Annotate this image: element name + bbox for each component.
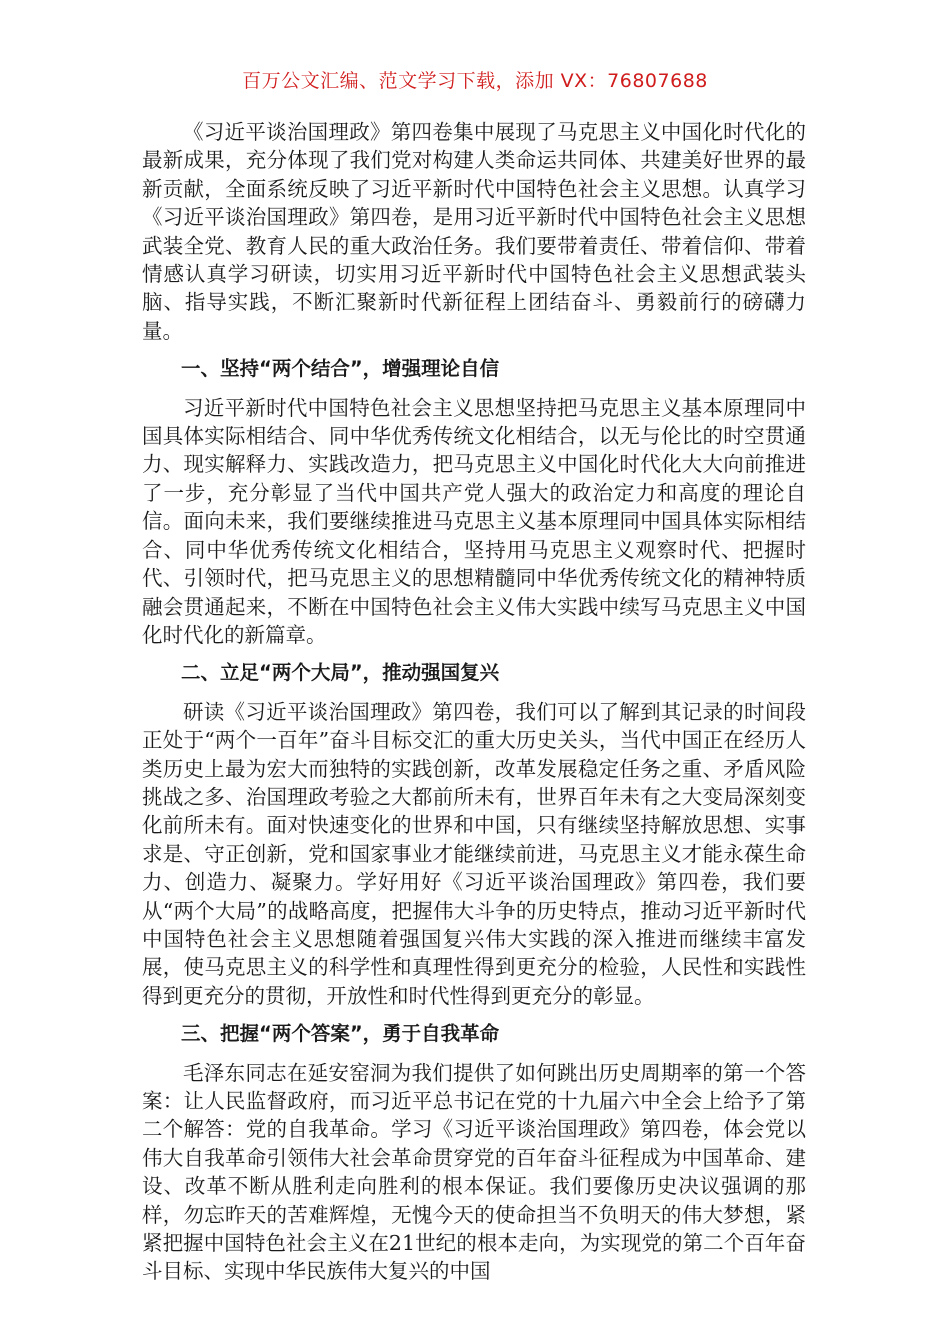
section-3-paragraph: 毛泽东同志在延安窑洞为我们提供了如何跳出历史周期率的第一个答案：让人民监督政府，而习近平总书记在党的十九届六中全会上给予了第二个解答：党的自我革命。学习《习近平谈治国理政》第四卷，体会党以伟大自我革命引领伟大社会革命贯穿党的百年奋斗征程成为中国革命、建设、改革不断从胜利走向胜利的根本保证。我们要像历史决议强调的那样，勿忘昨天的苦难辉煌，无愧今天的使命担当不负明天的伟大梦想，紧紧把握中国特色社会主义在21世纪的根本走向，为实现党的第二个百年奋斗目标、实现中华民族伟大复兴的中国 <box>142 1060 806 1284</box>
page-header-banner: 百万公文汇编、范文学习下载，添加 VX：76807688 <box>242 70 708 92</box>
section-3-heading: 三、把握“两个答案”，勇于自我革命 <box>181 1022 500 1046</box>
document-body <box>142 118 806 1286</box>
section-2-heading: 二、立足“两个大局”，推动强国复兴 <box>181 661 500 685</box>
section-1-paragraph: 习近平新时代中国特色社会主义思想坚持把马克思主义基本原理同中国具体实际相结合、同中华优秀传统文化相结合，以无与伦比的时空贯通力、现实解释力、实践改造力，把马克思主义中国化时代化大大向前推进了一步，充分彰显了当代中国共产党人强大的政治定力和高度的理论自信。面向未来，我们要继续推进马克思主义基本原理同中国具体实际相结合、同中华优秀传统文化相结合，坚持用马克思主义观察时代、把握时代、引领时代，把马克思主义的思想精髓同中华优秀传统文化的精神特质融会贯通起来，不断在中国特色社会主义伟大实践中续写马克思主义中国化时代化的新篇章。 <box>142 395 806 647</box>
section-2-paragraph: 研读《习近平谈治国理政》第四卷，我们可以了解到其记录的时间段正处于“两个一百年”奋斗目标交汇的重大历史关头，当代中国正在经历人类历史上最为宏大而独特的实践创新，改革发展稳定任务之重、矛盾风险挑战之多、治国理政考验之大都前所未有，世界百年未有之大变局深刻变化前所未有。面对快速变化的世界和中国，只有继续坚持解放思想、实事求是、守正创新，党和国家事业才能继续前进，马克思主义才能永葆生命力、创造力、凝聚力。学好用好《习近平谈治国理政》第四卷，我们要从“两个大局”的战略高度，把握伟大斗争的历史特点，推动习近平新时代中国特色社会主义思想随着强国复兴伟大实践的深入推进而继续丰富发展，使马克思主义的科学性和真理性得到更充分的检验，人民性和实践性得到更充分的贯彻，开放性和时代性得到更充分的彰显。 <box>142 699 806 1008</box>
intro-paragraph: 《习近平谈治国理政》第四卷集中展现了马克思主义中国化时代化的最新成果，充分体现了我们党对构建人类命运共同体、共建美好世界的最新贡献，全面系统反映了习近平新时代中国特色社会主义思想。认真学习《习近平谈治国理政》第四卷，是用习近平新时代中国特色社会主义思想武装全党、教育人民的重大政治任务。我们要带着责任、带着信仰、带着情感认真学习研读，切实用习近平新时代中国特色社会主义思想武装头脑、指导实践，不断汇聚新时代新征程上团结奋斗、勇毅前行的磅礴力量。 <box>142 120 806 343</box>
section-1-heading: 一、坚持“两个结合”，增强理论自信 <box>181 357 500 381</box>
